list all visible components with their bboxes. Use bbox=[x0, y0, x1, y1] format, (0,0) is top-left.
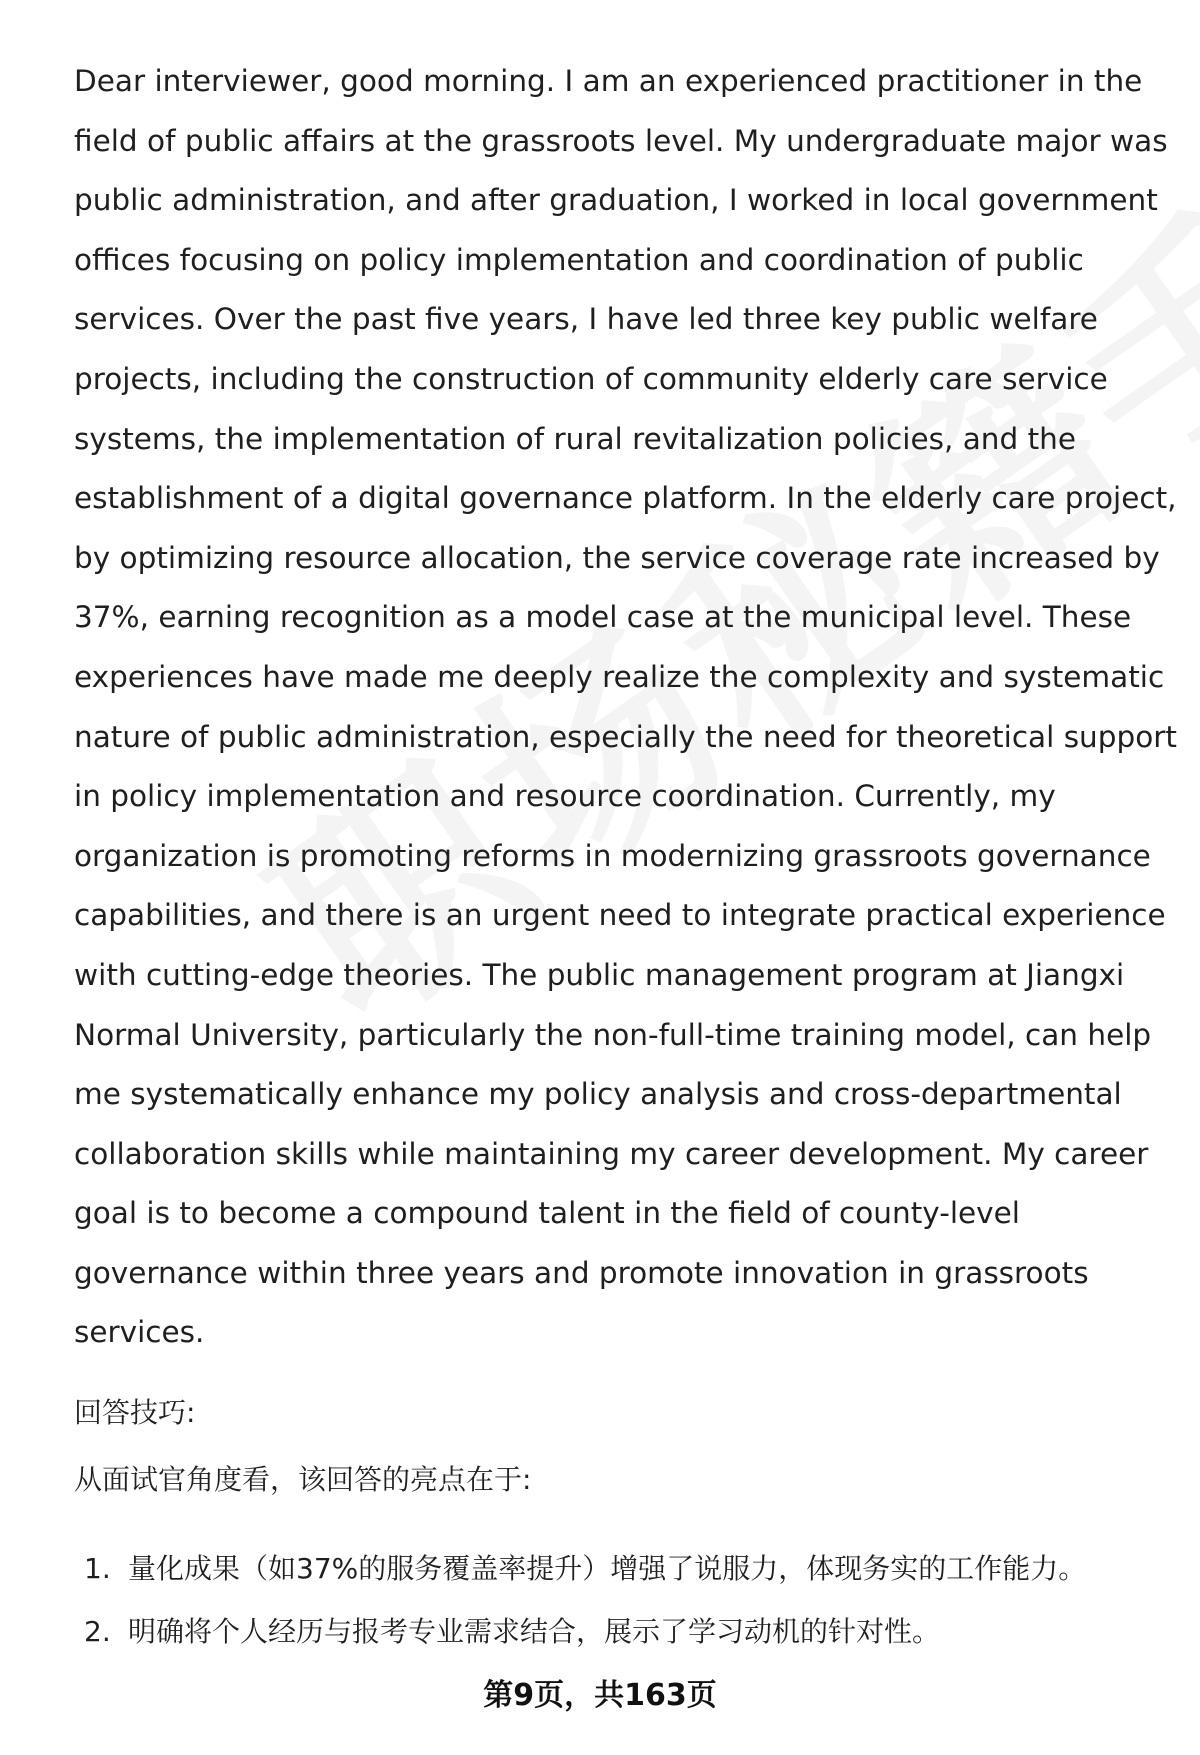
paragraph-line: offices focusing on policy implementation and coordination of public bbox=[74, 242, 1084, 277]
paragraph-line: Normal University, particularly the non-full-time training model, can help bbox=[74, 1017, 1152, 1052]
paragraph-line: collaboration skills while maintaining my career development. My career bbox=[74, 1136, 1149, 1171]
paragraph-line: 37%, earning recognition as a model case at the municipal level. These bbox=[74, 600, 1132, 635]
paragraph-line: me systematically enhance my policy analysis and cross-departmental bbox=[74, 1077, 1122, 1112]
list-item-number: 2. bbox=[84, 1615, 111, 1648]
paragraph-line: goal is to become a compound talent in the field of county-level bbox=[74, 1196, 1020, 1231]
page-number-footer: 第9页，共163页 bbox=[483, 1678, 717, 1713]
paragraph-line: governance within three years and promote innovation in grassroots bbox=[74, 1255, 1089, 1290]
paragraph-line: in policy implementation and resource coordination. Currently, my bbox=[74, 779, 1056, 814]
paragraph-line: systems, the implementation of rural revitalization policies, and the bbox=[74, 421, 1077, 456]
paragraph-line: organization is promoting reforms in modernizing grassroots governance bbox=[74, 838, 1151, 873]
list-item-text: 明确将个人经历与报考专业需求结合，展示了学习动机的针对性。 bbox=[128, 1615, 941, 1648]
answer-paragraph bbox=[74, 52, 1177, 1363]
list-item-text: 量化成果（如37%的服务覆盖率提升）增强了说服力，体现务实的工作能力。 bbox=[128, 1552, 1087, 1585]
paragraph-line: Dear interviewer, good morning. I am an experienced practitioner in the bbox=[74, 64, 1143, 98]
tips-list bbox=[74, 1549, 1086, 1675]
list-item bbox=[74, 1612, 1086, 1675]
paragraph-line: field of public affairs at the grassroots level. My undergraduate major was bbox=[74, 123, 1168, 158]
paragraph-line: services. Over the past five years, I have led three key public welfare bbox=[74, 302, 1098, 337]
paragraph-line: nature of public administration, especially the need for theoretical support bbox=[74, 719, 1177, 754]
paragraph-line: projects, including the construction of community elderly care service bbox=[74, 361, 1108, 396]
tips-intro: 从面试官角度看，该回答的亮点在于: bbox=[74, 1463, 532, 1496]
list-item bbox=[74, 1549, 1086, 1612]
paragraph-line: by optimizing resource allocation, the service coverage rate increased by bbox=[74, 540, 1160, 575]
tips-heading: 回答技巧: bbox=[74, 1396, 196, 1429]
paragraph-line: establishment of a digital governance platform. In the elderly care project, bbox=[74, 481, 1177, 516]
paragraph-line: experiences have made me deeply realize the complexity and systematic bbox=[74, 659, 1165, 694]
paragraph-line: capabilities, and there is an urgent need to integrate practical experience bbox=[74, 898, 1166, 933]
list-item-number: 1. bbox=[84, 1552, 111, 1585]
paragraph-line: with cutting-edge theories. The public management program at Jiangxi bbox=[74, 957, 1125, 992]
paragraph-line: services. bbox=[74, 1315, 205, 1350]
paragraph-line: public administration, and after graduation, I worked in local government bbox=[74, 183, 1158, 218]
